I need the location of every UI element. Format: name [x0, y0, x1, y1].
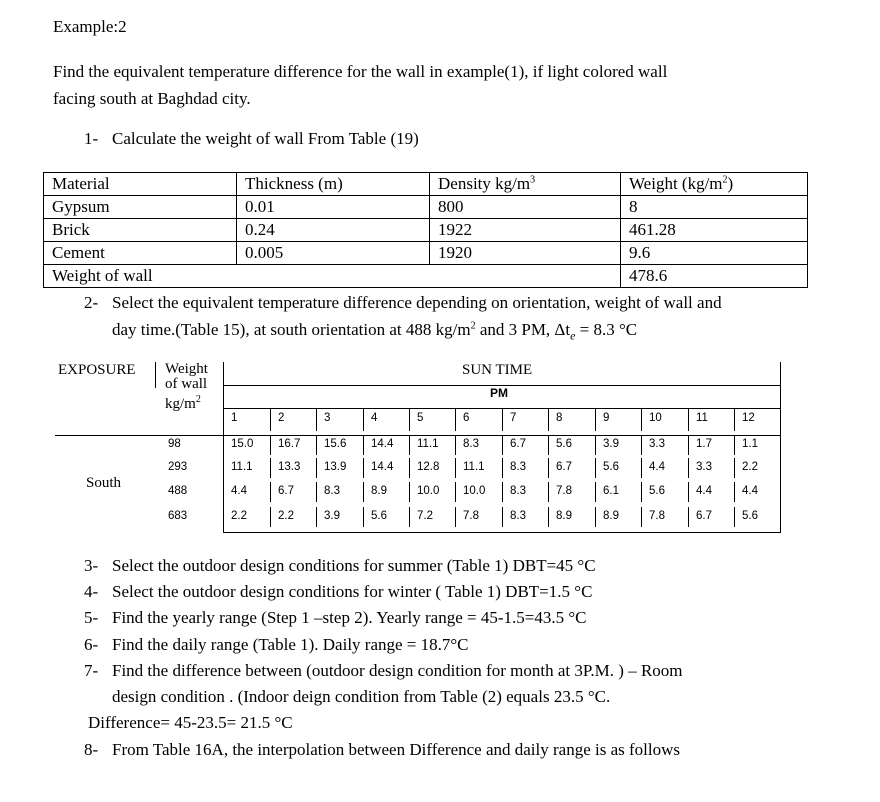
divider: [548, 408, 549, 431]
table-cell: 5.6: [556, 438, 572, 450]
table-cell: 6.7: [696, 510, 712, 522]
cell-thickness: 0.01: [237, 196, 430, 219]
hour-label: 5: [417, 412, 424, 424]
step-number: 8-: [84, 740, 99, 759]
divider: [688, 435, 689, 455]
divider: [409, 408, 410, 431]
cell-density: 1920: [430, 242, 621, 265]
table-cell: 16.7: [278, 438, 301, 450]
divider: [641, 435, 642, 455]
divider: [502, 482, 503, 502]
divider: [223, 532, 781, 533]
divider: [688, 507, 689, 527]
table-cell: 13.9: [324, 461, 347, 473]
divider: [641, 507, 642, 527]
total-label: Weight of wall: [44, 265, 621, 288]
divider: [502, 408, 503, 431]
step-1: [84, 129, 419, 149]
table-cell: 11.1: [231, 461, 253, 473]
step-number: 5-: [84, 608, 99, 627]
table-cell: 3.9: [603, 438, 619, 450]
table-cell: 11.1: [463, 461, 485, 473]
wall-weight-table: [43, 172, 808, 288]
divider: [270, 482, 271, 502]
row-weight: 293: [168, 461, 188, 473]
cell-thickness: 0.24: [237, 219, 430, 242]
table-cell: 13.3: [278, 461, 301, 473]
hour-label: 3: [324, 412, 331, 424]
divider: [734, 458, 735, 478]
row-weight: 488: [168, 485, 188, 497]
header-density: Density $kg/m^3$: [430, 173, 621, 196]
divider: [409, 507, 410, 527]
table-cell: 3.9: [324, 510, 340, 522]
hour-label: 6: [463, 412, 470, 424]
step-text-line-1: Select the equivalent temperature difference depending on orientation, weight of wall and: [112, 293, 722, 312]
divider: [688, 458, 689, 478]
divider: [270, 408, 271, 431]
exposure-south: South: [86, 475, 122, 491]
table-cell: 3.3: [649, 438, 665, 450]
weight-header: Weight of wall $kg/m^2$: [165, 361, 208, 412]
step-number: 2-: [84, 293, 99, 312]
divider: [223, 385, 781, 386]
table-cell: 6.7: [278, 485, 294, 497]
table-cell: 7.8: [556, 485, 572, 497]
table-cell: 8.3: [510, 461, 526, 473]
table-cell: 2.2: [231, 510, 247, 522]
hour-label: 2: [278, 412, 285, 424]
table-cell: 8.9: [371, 485, 387, 497]
step-text: From Table 16A, the interpolation between Difference and daily range is as follows: [112, 740, 680, 759]
divider: [734, 435, 735, 455]
cell-weight: 8: [621, 196, 808, 219]
step-text: Select the outdoor design conditions for summer (Table 1) DBT=45 °C: [112, 556, 596, 575]
divider: [409, 482, 410, 502]
table-cell: 1.7: [696, 438, 712, 450]
table-cell: 8.3: [510, 510, 526, 522]
divider: [363, 458, 364, 478]
header-weight: Weight $(kg/m^2)$: [621, 173, 808, 196]
table-cell: 8.3: [510, 485, 526, 497]
step-number: 1-: [84, 129, 99, 148]
cell-material: Cement: [44, 242, 237, 265]
table-cell: 7.2: [417, 510, 433, 522]
table-cell: 2.2: [278, 510, 294, 522]
divider: [363, 482, 364, 502]
step-text: Calculate the weight of wall From Table (19): [112, 129, 419, 148]
row-weight: 98: [168, 438, 181, 450]
divider: [455, 507, 456, 527]
step-number: 7-: [84, 661, 99, 680]
divider: [270, 435, 271, 455]
table-cell: 5.6: [371, 510, 387, 522]
divider: [548, 458, 549, 478]
divider: [595, 458, 596, 478]
hour-label: 7: [510, 412, 517, 424]
table-cell: 8.3: [324, 485, 340, 497]
intro-line-2: facing south at Baghdad city.: [53, 89, 251, 108]
table-cell: 3.3: [696, 461, 712, 473]
hour-label: 8: [556, 412, 563, 424]
exposure-header: EXPOSURE: [58, 362, 136, 378]
divider: [641, 458, 642, 478]
divider: [595, 435, 596, 455]
cell-density: 800: [430, 196, 621, 219]
divider: [548, 482, 549, 502]
step-3: [84, 556, 596, 576]
step-7-line-2: design condition . (Indoor deign condition from Table (2) equals 23.5 °C.: [112, 687, 611, 706]
table-cell: 15.0: [231, 438, 254, 450]
step-4: [84, 582, 592, 602]
divider: [455, 435, 456, 455]
cell-density: 1922: [430, 219, 621, 242]
divider: [734, 408, 735, 431]
table-cell: 12.8: [417, 461, 440, 473]
divider: [409, 458, 410, 478]
divider: [223, 362, 224, 532]
table-cell: 2.2: [742, 461, 758, 473]
table-cell: 8.3: [463, 438, 479, 450]
table-cell: 10.0: [463, 485, 486, 497]
table-cell: 1.1: [742, 438, 758, 450]
table-cell: 6.7: [556, 461, 572, 473]
cell-material: Gypsum: [44, 196, 237, 219]
divider: [595, 482, 596, 502]
divider: [502, 458, 503, 478]
total-value: 478.6: [621, 265, 808, 288]
table-cell: 15.6: [324, 438, 347, 450]
divider: [548, 435, 549, 455]
step-6: [84, 635, 469, 655]
divider: [316, 408, 317, 431]
divider: [270, 458, 271, 478]
step-5: [84, 608, 587, 628]
divider: [55, 435, 781, 436]
difference-line: Difference= 45-23.5= 21.5 °C: [88, 713, 293, 732]
step-2-line-2: day time.(Table 15), at south orientation at 488 $kg/m^2$ and 3 PM, $\Delta t_e = 8.3$ °C: [112, 320, 638, 343]
divider: [155, 362, 156, 388]
divider: [595, 507, 596, 527]
divider: [688, 482, 689, 502]
divider: [363, 408, 364, 431]
divider: [780, 362, 781, 532]
divider: [363, 507, 364, 527]
header-material: Material: [44, 173, 237, 196]
divider: [641, 408, 642, 431]
divider: [595, 408, 596, 431]
sun-time-header: SUN TIME: [462, 362, 533, 378]
step-number: 6-: [84, 635, 99, 654]
table-cell: 11.1: [417, 438, 439, 450]
cell-weight: 461.28: [621, 219, 808, 242]
step-8: [84, 740, 680, 760]
divider: [502, 435, 503, 455]
total-row: [44, 265, 808, 288]
table-cell: 8.9: [603, 510, 619, 522]
divider: [734, 482, 735, 502]
divider: [223, 408, 224, 431]
table-cell: 10.0: [417, 485, 440, 497]
row-weight: 683: [168, 510, 188, 522]
table-cell: 5.6: [742, 510, 758, 522]
table-cell: 5.6: [649, 485, 665, 497]
step-text: Find the daily range (Table 1). Daily range = 18.7°C: [112, 635, 469, 654]
pm-header: PM: [490, 386, 508, 400]
table-cell: 6.1: [603, 485, 619, 497]
divider: [363, 435, 364, 455]
table-row: [44, 196, 808, 219]
cell-material: Brick: [44, 219, 237, 242]
divider: [455, 408, 456, 431]
divider: [316, 507, 317, 527]
table-cell: 6.7: [510, 438, 526, 450]
table-cell: 14.4: [371, 438, 394, 450]
table-cell: 4.4: [696, 485, 712, 497]
hour-label: 4: [371, 412, 378, 424]
table-row: [44, 219, 808, 242]
divider: [641, 482, 642, 502]
cell-weight: 9.6: [621, 242, 808, 265]
step-7: [84, 661, 683, 681]
divider: [455, 482, 456, 502]
step-number: 3-: [84, 556, 99, 575]
divider: [688, 408, 689, 431]
divider: [316, 435, 317, 455]
step-text: Select the outdoor design conditions for winter ( Table 1) DBT=1.5 °C: [112, 582, 593, 601]
divider: [316, 458, 317, 478]
table-cell: 4.4: [742, 485, 758, 497]
example-title: Example:2: [53, 17, 127, 36]
table-cell: 4.4: [649, 461, 665, 473]
step-text: Find the yearly range (Step 1 –step 2). Yearly range = 45-1.5=43.5 °C: [112, 608, 587, 627]
divider: [409, 435, 410, 455]
hour-label: 11: [696, 412, 708, 424]
divider: [548, 507, 549, 527]
table-cell: 7.8: [463, 510, 479, 522]
divider: [316, 482, 317, 502]
step-number: 4-: [84, 582, 99, 601]
hour-label: 9: [603, 412, 610, 424]
table-cell: 5.6: [603, 461, 619, 473]
cell-thickness: 0.005: [237, 242, 430, 265]
hour-label: 10: [649, 412, 662, 424]
hour-label: 12: [742, 412, 755, 424]
divider: [270, 507, 271, 527]
table-row: [44, 242, 808, 265]
step-2: [84, 293, 722, 313]
divider: [502, 507, 503, 527]
hour-label: 1: [231, 412, 238, 424]
table-cell: 4.4: [231, 485, 247, 497]
table-cell: 14.4: [371, 461, 394, 473]
divider: [455, 458, 456, 478]
divider: [734, 507, 735, 527]
table-cell: 8.9: [556, 510, 572, 522]
step-text-line-1: Find the difference between (outdoor design condition for month at 3P.M. ) – Room: [112, 661, 683, 680]
header-thickness: Thickness (m): [237, 173, 430, 196]
table-header-row: [44, 173, 808, 196]
table-cell: 7.8: [649, 510, 665, 522]
intro-line-1: Find the equivalent temperature difference for the wall in example(1), if light colored wall: [53, 62, 668, 81]
